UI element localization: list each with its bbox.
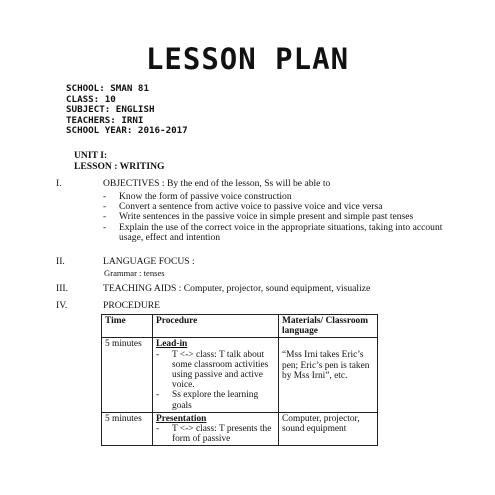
objectives-list — [103, 192, 448, 243]
bullet-dash: - — [103, 211, 107, 223]
section-number: IV. — [56, 300, 68, 311]
procedure-heading — [56, 300, 160, 311]
objectives-text: OBJECTIVES : By the end of the lesson, Ss will be able to — [103, 178, 331, 189]
document-title: LESSON PLAN — [145, 42, 350, 76]
table-header-row — [102, 315, 378, 338]
grammar-line: Grammar : tenses — [104, 268, 165, 278]
procedure-cell — [153, 412, 279, 446]
phase-title: Lead-in — [156, 339, 188, 350]
list-item: - Explain the use of the correct voice in the appropriate situations, taking into account usage, effect and intention — [103, 221, 443, 243]
header-info — [66, 84, 188, 137]
bullet-dash: - — [103, 201, 107, 213]
subject-line: SUBJECT: ENGLISH — [66, 104, 155, 116]
table-row — [102, 338, 378, 412]
unit-heading — [74, 151, 164, 172]
teaching-aids-heading — [56, 283, 370, 294]
bullet-dash: - — [103, 221, 107, 233]
school-year-line: SCHOOL YEAR: 2016-2017 — [66, 125, 188, 137]
teaching-aids-text: TEACHING AIDS : Computer, projector, sound equipment, visualize — [103, 283, 371, 294]
bullet-dash: - — [156, 349, 160, 360]
lesson-label: LESSON : WRITING — [74, 160, 165, 172]
bullet-dash: - — [156, 390, 160, 401]
procedure-cell — [153, 338, 279, 412]
class-line: CLASS: 10 — [66, 93, 116, 105]
list-item: - T <-> class: T talk about some classroom activities using passive and active voice. — [156, 349, 269, 391]
section-number: III. — [56, 283, 68, 294]
list-item: - Write sentences in the passive voice in simple present and simple past tenses — [103, 211, 414, 223]
language-focus-heading — [56, 256, 195, 267]
teachers-line: TEACHERS: IRNI — [66, 114, 144, 126]
bullet-dash: - — [156, 424, 160, 435]
list-item: - Know the form of passive voice construction — [103, 191, 292, 202]
table-row — [102, 412, 378, 446]
header-time: Time — [102, 315, 153, 338]
section-number: I. — [56, 178, 62, 189]
language-focus-text: LANGUAGE FOCUS : — [103, 256, 195, 267]
header-materials: Materials/ Classroom language — [279, 315, 378, 338]
materials-cell: Computer, projector, sound equipment — [279, 412, 378, 446]
objectives-heading — [56, 178, 330, 189]
header-procedure: Procedure — [153, 315, 279, 338]
time-cell: 5 minutes — [102, 338, 153, 412]
bullet-dash: - — [103, 191, 107, 202]
list-item: - Convert a sentence from active voice to passive voice and vice versa — [103, 201, 383, 213]
list-item: - Ss explore the learning goals — [156, 390, 259, 411]
materials-cell: “Mss Irni takes Eric’s pen; Eric’s pen is taken by Mss Irni”, etc. — [279, 338, 378, 412]
list-item: - T <-> class: T presents the form of passive — [156, 424, 272, 445]
phase-title: Presentation — [156, 413, 207, 424]
section-number: II. — [56, 256, 65, 267]
time-cell: 5 minutes — [102, 412, 153, 446]
procedure-text: PROCEDURE — [103, 300, 161, 311]
unit-label: UNIT I: — [74, 150, 108, 161]
school-line: SCHOOL: SMAN 81 — [66, 83, 149, 94]
procedure-table — [101, 314, 378, 446]
